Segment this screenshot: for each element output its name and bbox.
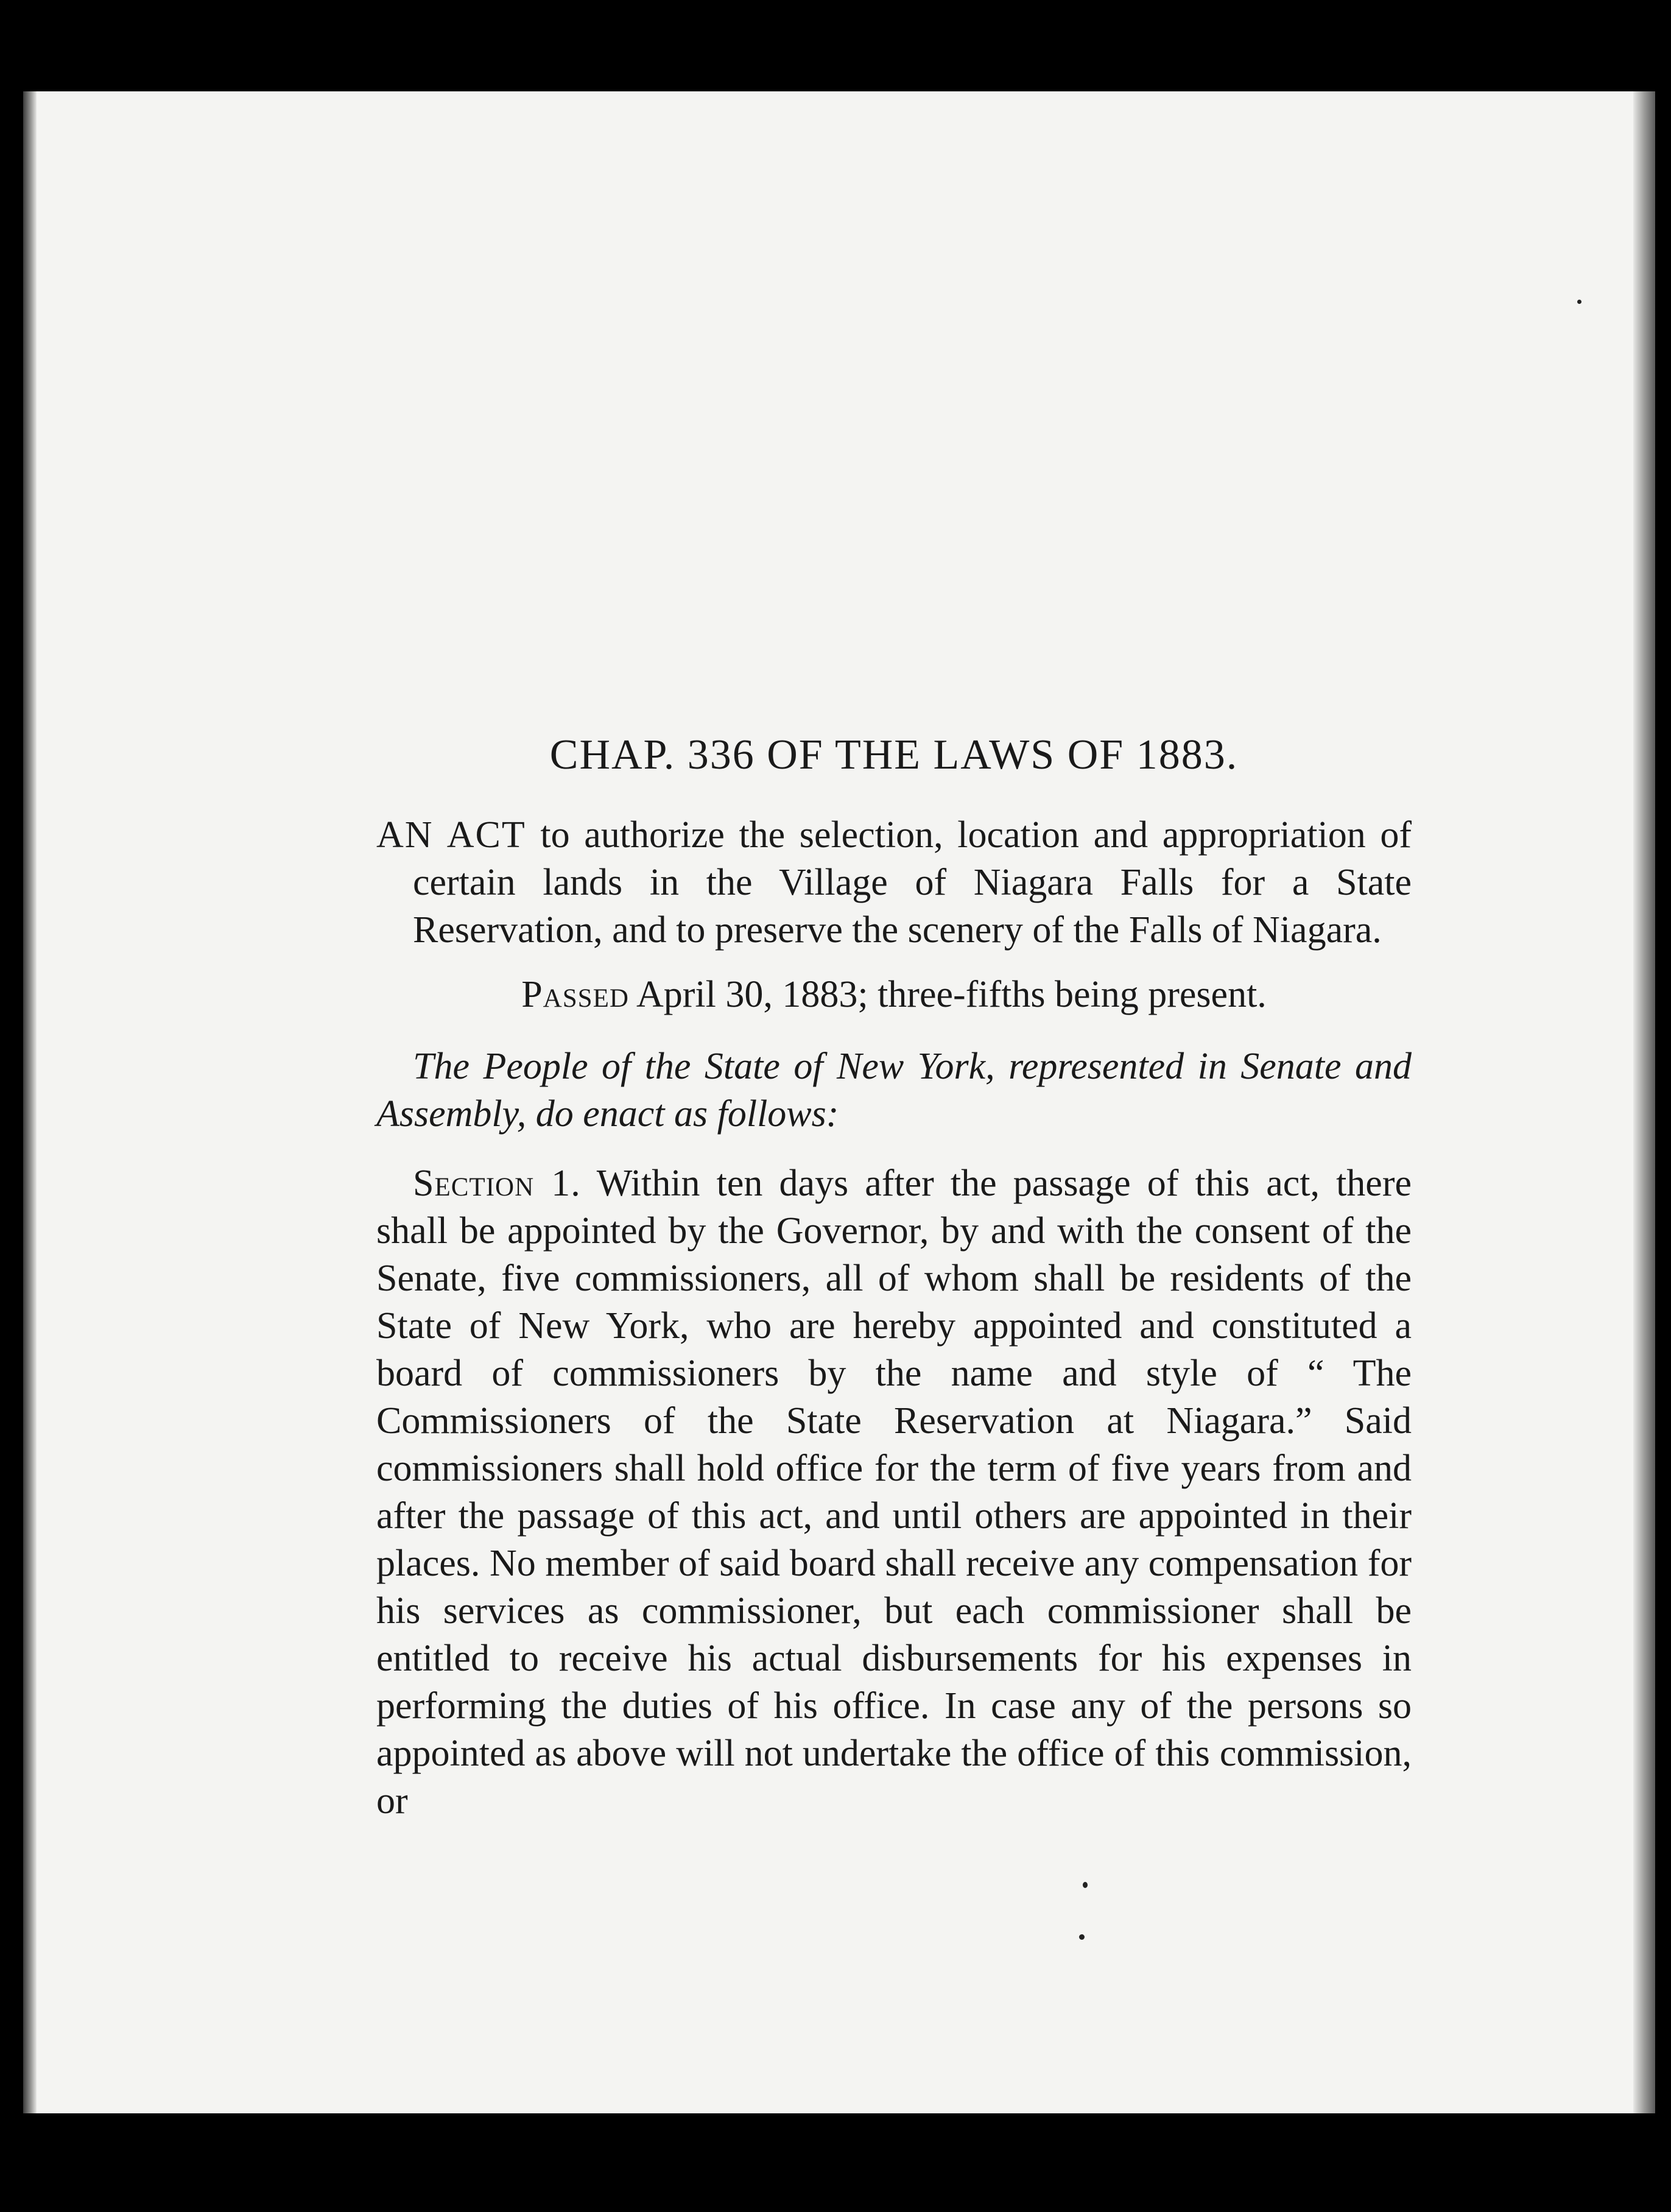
section-1 <box>376 1160 1412 1825</box>
passed-line <box>376 971 1412 1018</box>
act-title-text: to authorize the selection, location and appropriation of certain lands in the Village of Niagara Falls for a State Reservation, and to preserve the scenery of the Falls of Niagara. <box>413 814 1412 951</box>
scanned-page <box>23 91 1655 2113</box>
section-text: Within ten days after the passage of this act, there shall be appointed by the Governor, by and with the consent of the Senate, five commissioners, all of whom shall be residents of the State of New York, who are hereby appointed and constituted a board of commissioners by the name and style of “ The Commissioners of the State Reservation at Niagara.” Said commissioners shall hold office for the term of five years from and after the passage of this act, and until others are appointed in their places. No member of said board shall receive any compensation for his services as commissioner, but each commissioner shall be entitled to receive his actual disbursements for his expenses in performing the duties of his office. In case any of the persons so appointed as above will not undertake the office of this commission, or <box>376 1163 1412 1822</box>
speck <box>1079 1934 1085 1940</box>
binding-edge <box>23 91 37 2113</box>
text-block <box>376 639 1412 1825</box>
passed-text: April 30, 1883; three-fifths being present. <box>636 974 1267 1015</box>
enacting-clause: The People of the State of New York, represented in Senate and Assembly, do enact as follows: <box>376 1046 1412 1135</box>
section-label: Section 1. <box>413 1163 581 1204</box>
act-title <box>376 811 1412 954</box>
page-edge <box>1633 91 1655 2113</box>
act-lead: AN ACT <box>376 814 526 856</box>
speck <box>1577 300 1581 304</box>
chapter-title: CHAP. 336 OF THE LAWS OF 1883. <box>549 731 1239 778</box>
speck <box>1083 1882 1088 1888</box>
passed-label: Passed <box>521 974 629 1015</box>
